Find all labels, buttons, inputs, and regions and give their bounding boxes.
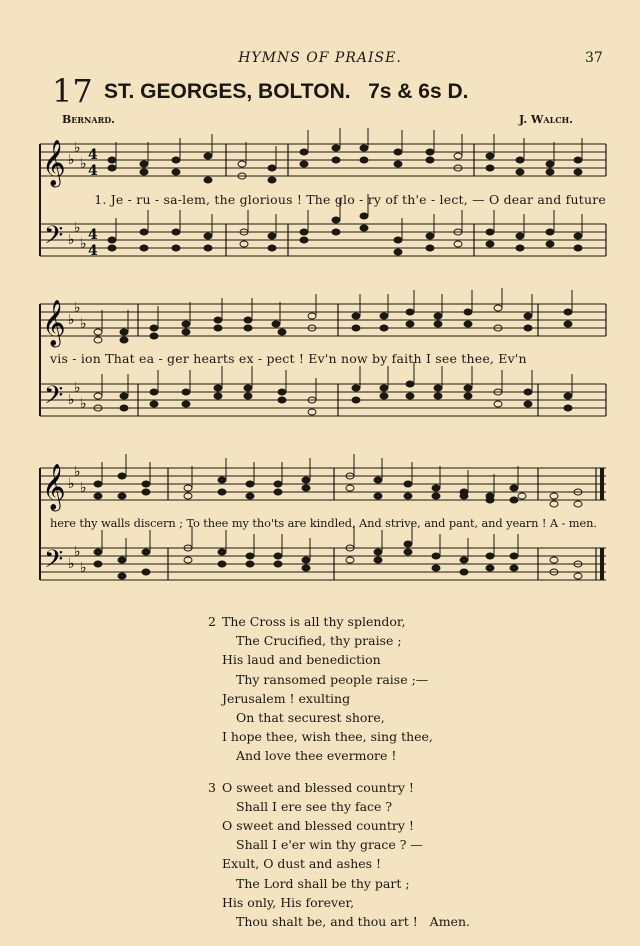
verse-line: His only, His forever, [222,894,355,910]
lyric-line-3: here thy walls discern ; To thee my tho'ts are kindled, And strive, and pant, and yearn ! A - men. [50,516,597,530]
svg-text:♭: ♭ [68,476,75,492]
svg-text:♭: ♭ [68,312,75,328]
verse-line: The Crucified, thy praise ; [236,633,402,649]
bass-clef-icon: 𝄢 [44,545,64,580]
svg-text:♭: ♭ [68,392,75,408]
treble-clef-icon: 𝄞 [42,140,66,186]
treble-clef-icon: 𝄞 [42,464,66,510]
svg-text:♭: ♭ [68,556,75,572]
verse-line: His laud and benediction [222,652,381,668]
svg-text:♭: ♭ [80,560,87,576]
author-right: J. Walch. [519,113,573,126]
svg-text:♭: ♭ [74,300,81,316]
verse-line: Thou shalt be, and thou art ! Amen. [236,914,470,930]
verse-number: 2 [208,614,216,629]
verse-line: On that securest shore, [236,710,385,726]
verse-line: I hope thee, wish thee, sing thee, [222,729,433,745]
verse-line: Shall I ere see thy face ? [236,798,393,814]
verse-3 [208,778,470,932]
verse-line: Jerusalem ! exulting [222,690,351,706]
svg-text:♭: ♭ [74,380,81,396]
author-left: Bernard. [62,113,115,126]
verse-2 [208,612,470,766]
svg-text:♭: ♭ [80,156,87,172]
svg-text:♭: ♭ [74,220,81,236]
lyric-line-1: 1. Je - ru - sa-lem, the glorious ! The glo - ry of th'e - lect, — O dear and future [94,192,606,207]
svg-text:♭: ♭ [80,236,87,252]
verse-line: The Cross is all thy splendor, [222,614,406,629]
svg-text:♭: ♭ [80,396,87,412]
bass-clef-icon: 𝄢 [44,381,64,416]
verse-line: O sweet and blessed country ! [222,818,414,834]
verse-line: Shall I e'er win thy grace ? — [236,837,423,853]
hymn-number: 17 [52,72,93,110]
svg-text:♭: ♭ [80,316,87,332]
bass-clef-icon: 𝄢 [44,221,64,256]
verse-line: Exult, O dust and ashes ! [222,856,382,872]
verse-line: And love thee evermore ! [236,748,397,764]
verse-line: O sweet and blessed country ! [222,779,414,795]
svg-text:♭: ♭ [74,140,81,156]
hymn-title: ST. GEORGES, BOLTON. 7s & 6s D. [104,80,469,103]
page-number: 37 [585,50,603,66]
svg-text:♭: ♭ [80,480,87,496]
verse-number: 3 [208,779,216,795]
svg-text:4: 4 [88,163,98,179]
svg-text:♭: ♭ [68,232,75,248]
lyric-line-2: vis - ion That ea - ger hearts ex - pect ! Ev'n now by faith I see thee, Ev'n [50,351,527,366]
additional-verses [208,612,470,931]
treble-clef-icon: 𝄞 [42,300,66,346]
svg-text:4: 4 [88,243,98,259]
svg-text:♭: ♭ [68,152,75,168]
verse-line: Thy ransomed people raise ;— [236,671,429,687]
svg-text:4: 4 [88,147,98,163]
running-title: HYMNS OF PRAISE. [238,50,402,66]
svg-text:4: 4 [88,227,98,243]
svg-text:♭: ♭ [74,464,81,480]
svg-text:♭: ♭ [74,544,81,560]
verse-line: The Lord shall be thy part ; [236,875,410,891]
